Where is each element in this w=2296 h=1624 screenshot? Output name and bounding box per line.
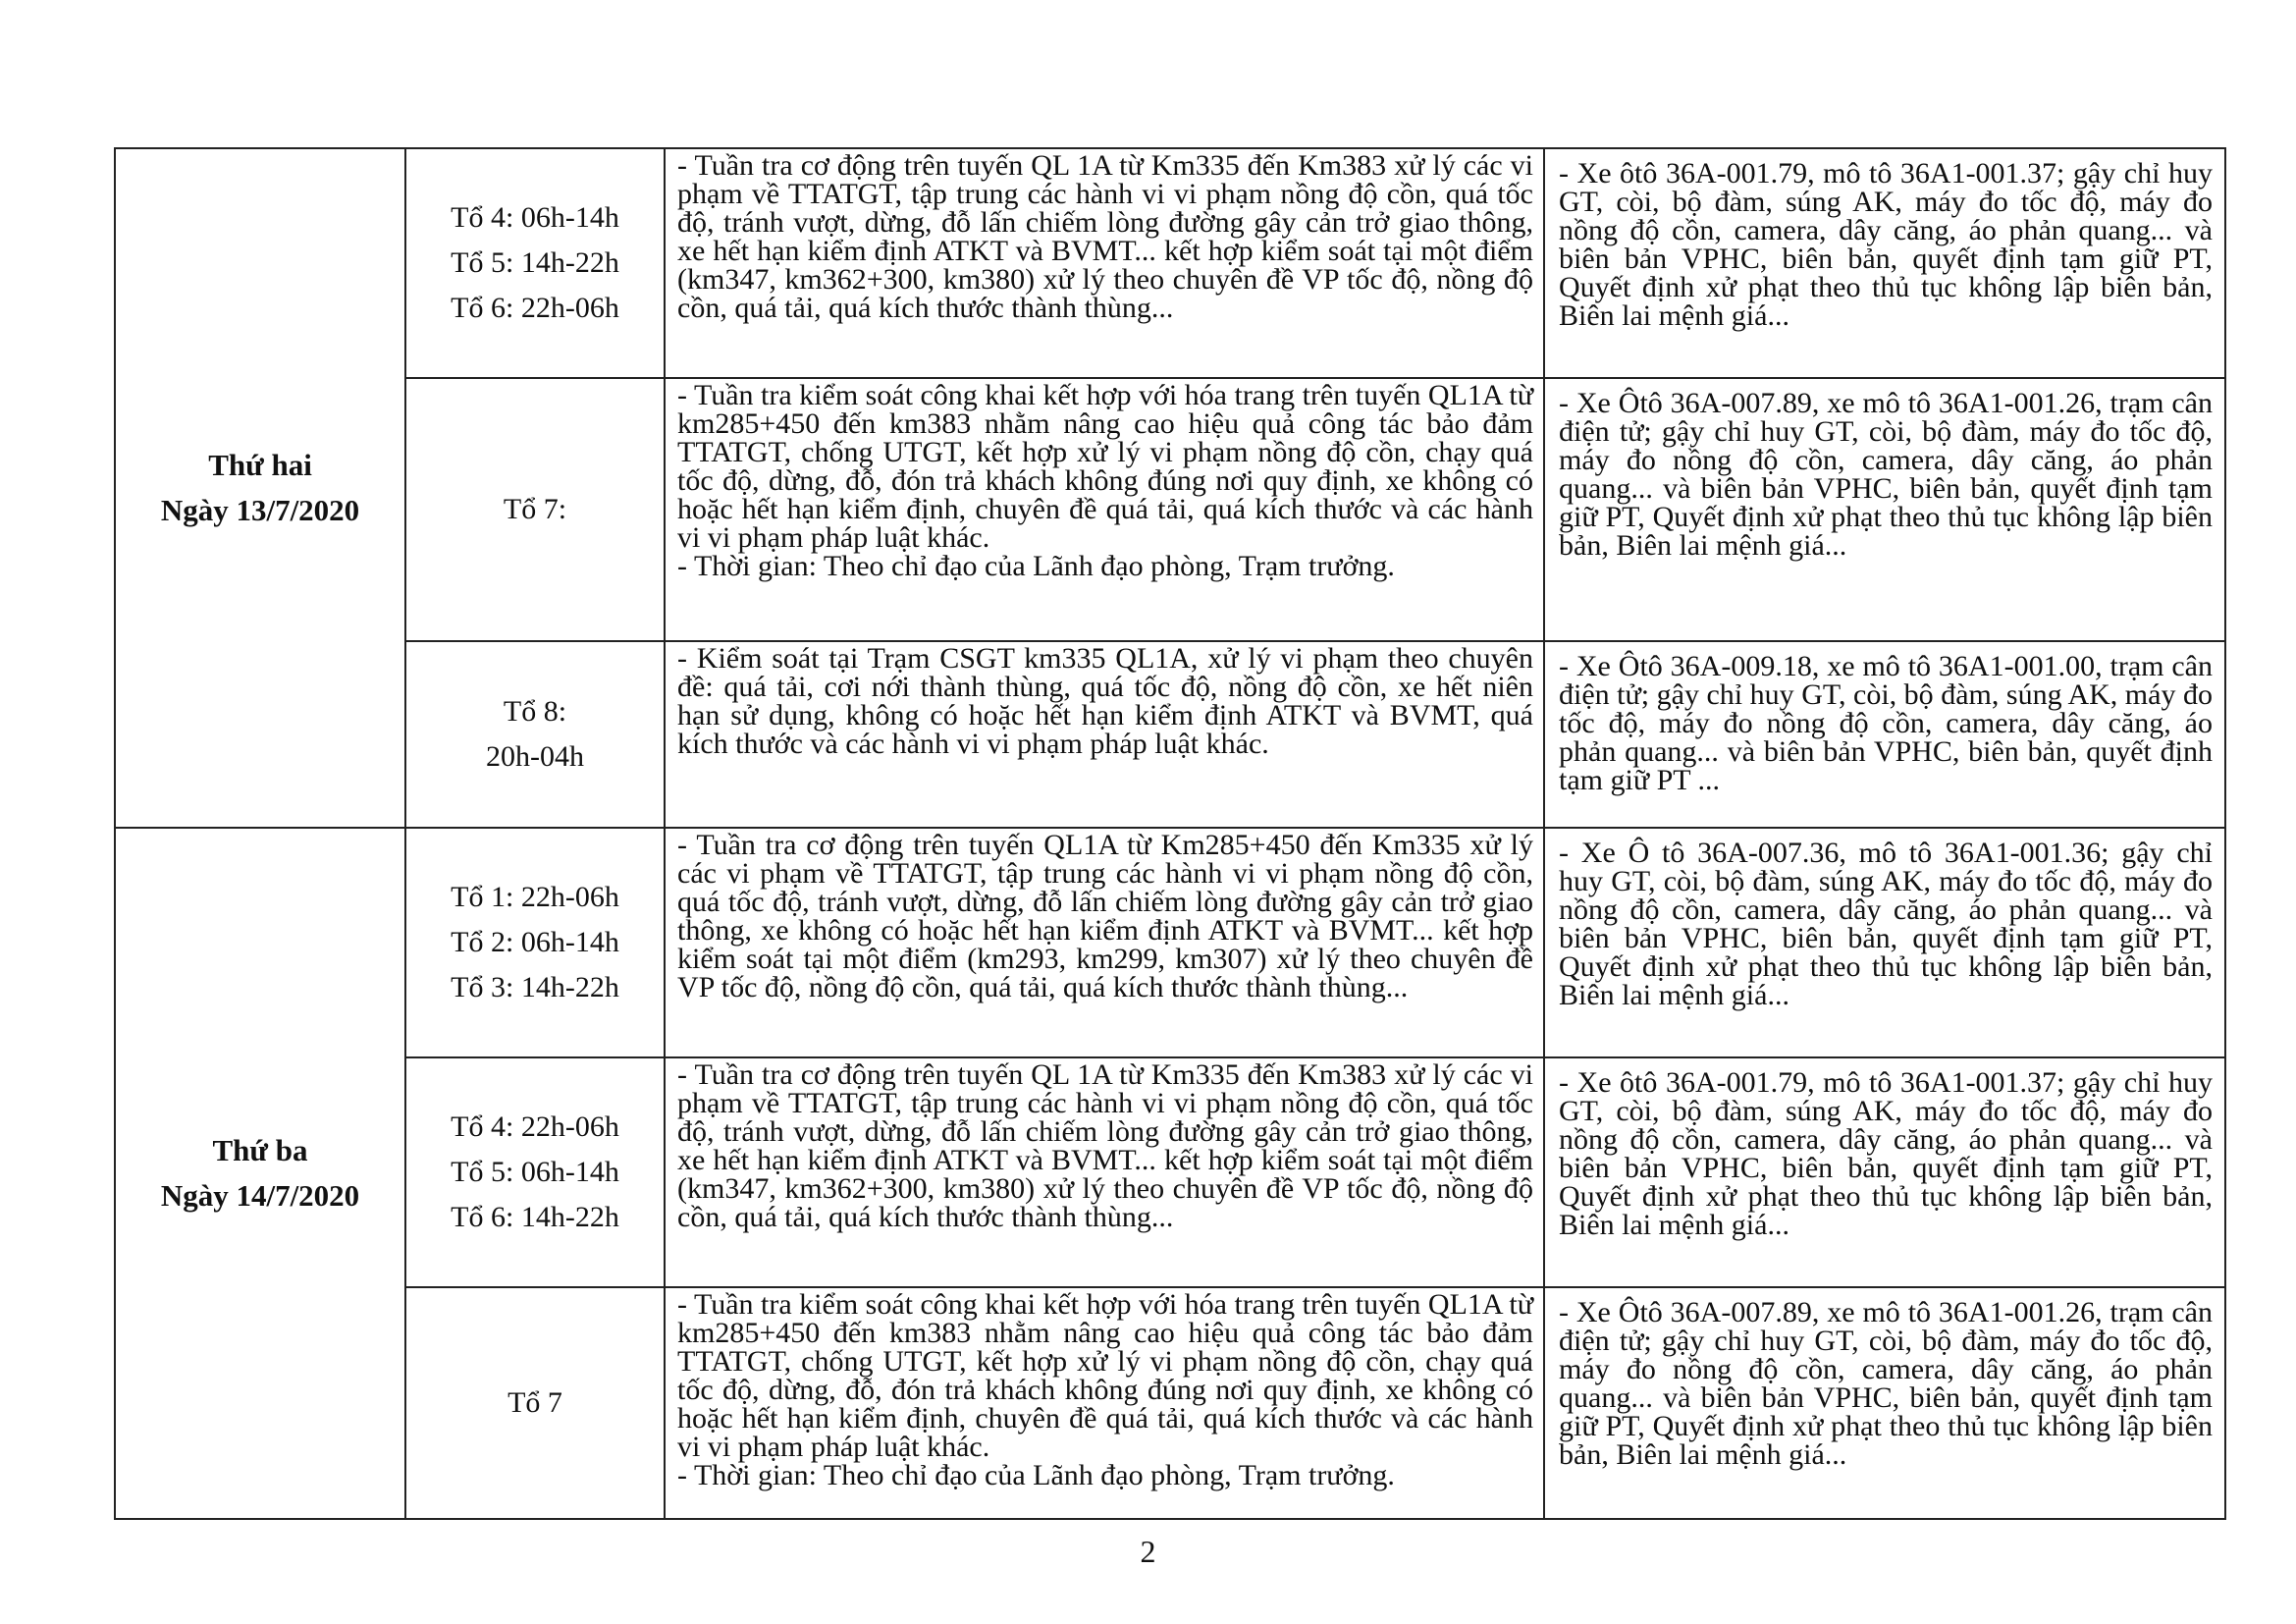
- task-cell: [665, 828, 1544, 1057]
- table-row: [115, 378, 2225, 641]
- team-cell: [405, 148, 665, 378]
- team-cell: [405, 828, 665, 1057]
- team-shift: Tổ 4: 22h-06h: [451, 1110, 619, 1143]
- team-shift: Tổ 7:: [503, 493, 567, 525]
- team-shift: Tổ 8:: [503, 695, 567, 728]
- team-cell: [405, 641, 665, 828]
- team-shift: Tổ 4: 06h-14h: [451, 201, 619, 234]
- task-cell: [665, 1057, 1544, 1287]
- team-shift: Tổ 5: 14h-22h: [451, 246, 619, 279]
- task-text: - Kiểm soát tại Trạm CSGT km335 QL1A, xử lý vi phạm theo chuyên đề: quá tải, cơi nới thành thùng, quá tốc độ, nồng độ cồn, xe hết niên hạn sử dụng, không có hoặc hết hạn kiểm định ATKT và BVMT, quá kích thước và các hành vi vi phạm pháp luật khác.: [677, 642, 1533, 760]
- table-row: [115, 828, 2225, 1057]
- equipment-text: - Xe Ôtô 36A-007.89, xe mô tô 36A1-001.26, trạm cân điện tử; gậy chỉ huy GT, còi, bộ đàm, máy đo tốc độ, máy đo nồng độ cồn, camera, dây căng, áo phản quang... và biên bản VPHC, biên bản, quyết định tạm giữ PT, Quyết định xử phạt theo thủ tục không lập biên bản, Biên lai mệnh giá...: [1559, 1296, 2213, 1471]
- equipment-cell: [1544, 1057, 2225, 1287]
- team-cell: [405, 1287, 665, 1519]
- task-time-text: - Thời gian: Theo chỉ đạo của Lãnh đạo phòng, Trạm trưởng.: [677, 1459, 1395, 1491]
- day-name: Thứ hai: [208, 448, 312, 482]
- equipment-text: - Xe Ôtô 36A-007.89, xe mô tô 36A1-001.26, trạm cân điện tử; gậy chỉ huy GT, còi, bộ đàm, máy đo tốc độ, máy đo nồng độ cồn, camera, dây căng, áo phản quang... và biên bản VPHC, biên bản, quyết định tạm giữ PT, Quyết định xử phạt theo thủ tục không lập biên bản, Biên lai mệnh giá...: [1559, 387, 2213, 562]
- table-row: [115, 1057, 2225, 1287]
- team-cell: [405, 1057, 665, 1287]
- team-shift: Tổ 5: 06h-14h: [451, 1156, 619, 1188]
- team-shift: Tổ 3: 14h-22h: [451, 971, 619, 1003]
- equipment-text: - Xe Ô tô 36A-007.36, mô tô 36A1-001.36; gậy chỉ huy GT, còi, bộ đàm, súng AK, máy đo tốc độ, máy đo nồng độ cồn, camera, dây căng, áo phản quang... và biên bản VPHC, biên bản, quyết định tạm giữ PT, Quyết định xử phạt theo thủ tục không lập biên bản, Biên lai mệnh giá...: [1559, 837, 2213, 1011]
- team-shift: Tổ 1: 22h-06h: [451, 881, 619, 913]
- equipment-text: - Xe Ôtô 36A-009.18, xe mô tô 36A1-001.00, trạm cân điện tử; gậy chỉ huy GT, còi, bộ đàm, súng AK, máy đo tốc độ, máy đo nồng độ cồn, camera, dây căng, áo phản quang... và biên bản VPHC, biên bản, quyết định tạm giữ PT ...: [1559, 650, 2213, 796]
- day-name: Thứ ba: [212, 1133, 308, 1167]
- task-cell: [665, 148, 1544, 378]
- task-cell: [665, 1287, 1544, 1519]
- equipment-cell: [1544, 148, 2225, 378]
- equipment-cell: [1544, 378, 2225, 641]
- task-cell: [665, 641, 1544, 828]
- schedule-table: [114, 147, 2226, 1520]
- task-text: - Tuần tra cơ động trên tuyến QL 1A từ Km335 đến Km383 xử lý các vi phạm về TTATGT, tập trung các hành vi vi phạm nồng độ cồn, quá tốc độ, tránh vượt, dừng, đỗ lấn chiếm lòng đường gây cản trở giao thông, xe hết hạn kiểm định ATKT và BVMT... kết hợp kiểm soát tại một điểm (km347, km362+300, km380) xử lý theo chuyên đề VP tốc độ, nồng độ cồn, quá tải, quá kích thước thành thùng...: [677, 1058, 1533, 1233]
- team-shift: Tổ 2: 06h-14h: [451, 926, 619, 958]
- team-cell: [405, 378, 665, 641]
- day-cell: [115, 148, 405, 828]
- equipment-text: - Xe ôtô 36A-001.79, mô tô 36A1-001.37; gậy chỉ huy GT, còi, bộ đàm, súng AK, máy đo tốc độ, máy đo nồng độ cồn, camera, dây căng, áo phản quang... và biên bản VPHC, biên bản, quyết định tạm giữ PT, Quyết định xử phạt theo thủ tục không lập biên bản, Biên lai mệnh giá...: [1559, 157, 2213, 332]
- task-cell: [665, 378, 1544, 641]
- team-shift: Tổ 6: 22h-06h: [451, 292, 619, 324]
- table-row: [115, 641, 2225, 828]
- page-number: 2: [1140, 1534, 1156, 1569]
- day-cell: [115, 828, 405, 1519]
- task-text: - Tuần tra cơ động trên tuyến QL1A từ Km285+450 đến Km335 xử lý các vi phạm về TTATGT, tập trung các hành vi vi phạm nồng độ cồn, quá tốc độ, tránh vượt, dừng, đỗ lấn chiếm lòng đường gây cản trở giao thông, xe không có hoặc hết hạn kiểm định ATKT và BVMT... kết hợp kiểm soát tại một điểm (km293, km299, km307) xử lý theo chuyên đề VP tốc độ, nồng độ cồn, quá tải, quá kích thước thành thùng...: [677, 829, 1533, 1003]
- equipment-cell: [1544, 1287, 2225, 1519]
- equipment-cell: [1544, 828, 2225, 1057]
- task-text: - Tuần tra kiểm soát công khai kết hợp với hóa trang trên tuyến QL1A từ km285+450 đến km383 nhằm nâng cao hiệu quả công tác bảo đảm TTATGT, chống UTGT, kết hợp xử lý vi phạm nồng độ cồn, chạy quá tốc độ, dừng, đỗ, đón trả khách không đúng nơi quy định, xe không có hoặc hết hạn kiểm định, chuyên đề quá tải, quá kích thước và các hành vi vi phạm pháp luật khác.: [677, 1288, 1534, 1463]
- task-text: - Tuần tra kiểm soát công khai kết hợp với hóa trang trên tuyến QL1A từ km285+450 đến km383 nhằm nâng cao hiệu quả công tác bảo đảm TTATGT, chống UTGT, kết hợp xử lý vi phạm nồng độ cồn, chạy quá tốc độ, dừng, đỗ, đón trả khách không đúng nơi quy định, xe không có hoặc hết hạn kiểm định, chuyên đề quá tải, quá kích thước và các hành vi vi phạm pháp luật khác.: [677, 379, 1534, 554]
- table-row: [115, 148, 2225, 378]
- day-date: Ngày 13/7/2020: [160, 493, 360, 527]
- task-time-text: - Thời gian: Theo chỉ đạo của Lãnh đạo phòng, Trạm trưởng.: [677, 550, 1395, 582]
- equipment-text: - Xe ôtô 36A-001.79, mô tô 36A1-001.37; gậy chỉ huy GT, còi, bộ đàm, súng AK, máy đo tốc độ, máy đo nồng độ cồn, camera, dây căng, áo phản quang... và biên bản VPHC, biên bản, quyết định tạm giữ PT, Quyết định xử phạt theo thủ tục không lập biên bản, Biên lai mệnh giá...: [1559, 1066, 2213, 1241]
- equipment-cell: [1544, 641, 2225, 828]
- day-date: Ngày 14/7/2020: [160, 1178, 360, 1213]
- team-shift: 20h-04h: [486, 740, 584, 773]
- team-shift: Tổ 7: [507, 1386, 562, 1419]
- table-row: [115, 1287, 2225, 1519]
- task-text: - Tuần tra cơ động trên tuyến QL 1A từ Km335 đến Km383 xử lý các vi phạm về TTATGT, tập trung các hành vi vi phạm nồng độ cồn, quá tốc độ, tránh vượt, dừng, đỗ lấn chiếm lòng đường gây cản trở giao thông, xe hết hạn kiểm định ATKT và BVMT... kết hợp kiểm soát tại một điểm (km347, km362+300, km380) xử lý theo chuyên đề VP tốc độ, nồng độ cồn, quá tải, quá kích thước thành thùng...: [677, 149, 1533, 324]
- team-shift: Tổ 6: 14h-22h: [451, 1201, 619, 1233]
